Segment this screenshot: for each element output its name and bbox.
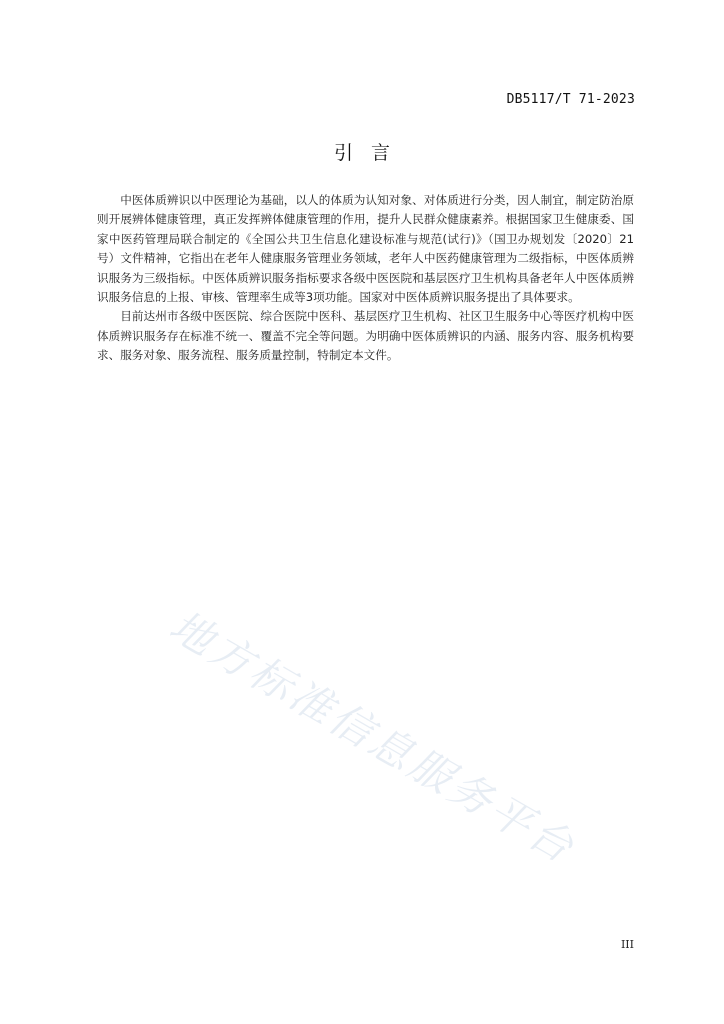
- page-number: III: [620, 938, 634, 951]
- paragraph-2: 目前达州市各级中医医院、综合医院中医科、基层医疗卫生机构、社区卫生服务中心等医疗机构中医体质辨识服务存在标准不统一、覆盖不完全等问题。为明确中医体质辨识的内涵、服务内容、服务机构要求、服务对象、服务流程、服务质量控制，特制定本文件。: [97, 309, 634, 363]
- paragraph-1: 中医体质辨识以中医理论为基础，以人的体质为认知对象、对体质进行分类，因人制宜，制定防治原则开展辨体健康管理，真正发挥辨体健康管理的作用，提升人民群众健康素养。根据国家卫生健康委、国家中医药管理局联合制定的《全国公共卫生信息化建设标准与规范(试行)》（国卫办规划发〔2020〕21号）文件精神，它指出在老年人健康服务管理业务领域，老年人中医药健康管理为二级指标，中医体质辨识服务为三级指标。中医体质辨识服务指标要求各级中医医院和基层医疗卫生机构具备老年人中医体质辨识服务信息的上报、审核、管理率生成等3项功能。国家对中医体质辨识服务提出了具体要求。: [97, 193, 634, 305]
- body-text: [97, 191, 634, 366]
- watermark: 地方标准信息服务平台: [161, 600, 585, 874]
- document-code: DB5117/T 71-2023: [506, 92, 635, 107]
- section-title: 引言: [333, 142, 408, 164]
